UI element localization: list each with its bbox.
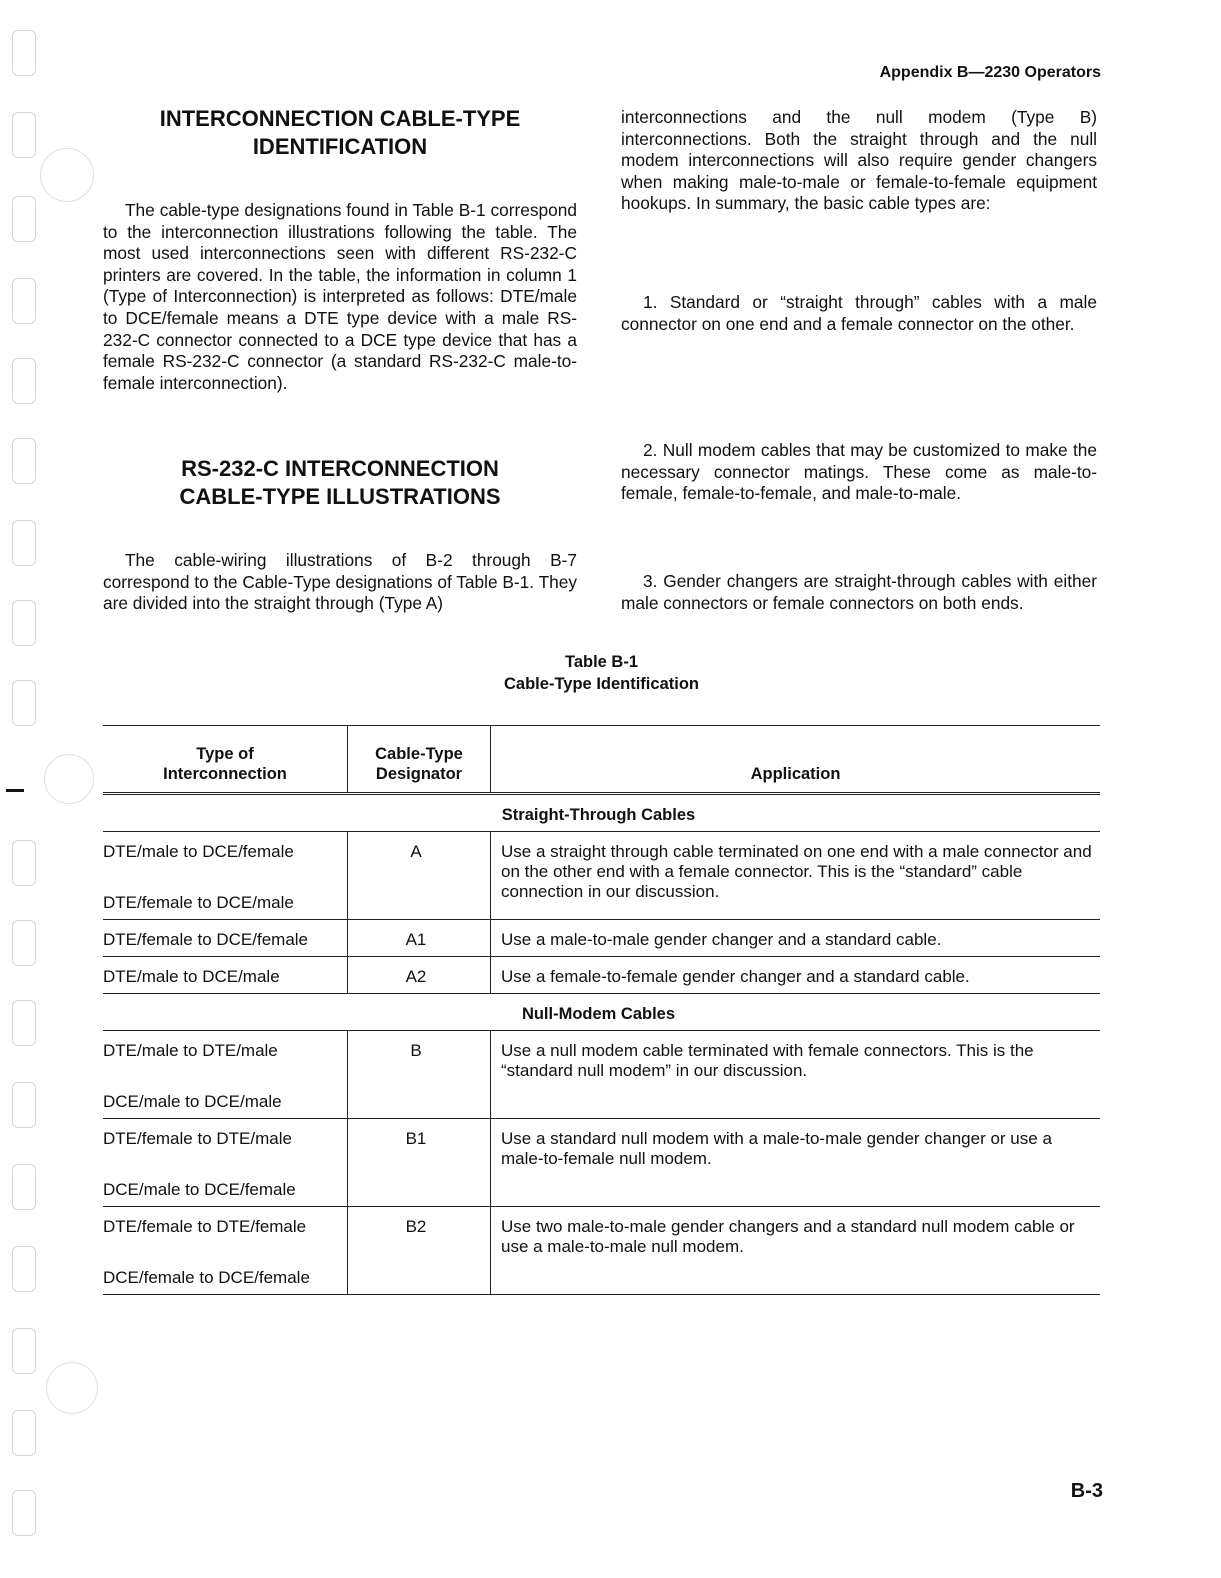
designator-cell: A1 xyxy=(348,920,491,957)
table-row xyxy=(103,832,1100,920)
binder-mark xyxy=(12,196,36,242)
section-label: Null-Modem Cables xyxy=(103,994,1100,1031)
list-item: 3. Gender changers are straight-through cables with either male connectors or female connectors on both ends. xyxy=(621,571,1097,613)
heading-line: INTERCONNECTION CABLE-TYPE xyxy=(159,106,521,131)
binder-mark xyxy=(12,278,36,324)
section-row xyxy=(103,794,1100,832)
interconnection-cell xyxy=(103,957,348,994)
binder-mark xyxy=(12,438,36,484)
paragraph-text: The cable-wiring illustrations of B-2 through B-7 correspond to the Cable-Type designations of Table B-1. They are divided into the straight through (Type A) xyxy=(103,550,577,614)
binder-mark xyxy=(12,920,36,966)
binder-mark xyxy=(12,520,36,566)
binder-mark xyxy=(12,1000,36,1046)
table-row xyxy=(103,957,1100,994)
interconnection-type: DTE/male to DTE/male xyxy=(103,1041,278,1060)
binder-mark xyxy=(12,1410,36,1456)
running-head: Appendix B—2230 Operators xyxy=(879,64,1101,81)
binder-hole xyxy=(40,148,94,202)
binder-mark xyxy=(12,600,36,646)
interconnection-type: DCE/male to DCE/female xyxy=(103,1180,296,1199)
interconnection-cell xyxy=(103,1119,348,1207)
interconnection-type: DTE/female to DTE/male xyxy=(103,1129,292,1148)
section-heading-identification xyxy=(103,105,577,161)
header-line: Designator xyxy=(375,765,463,783)
binder-hole xyxy=(44,754,94,804)
table-number: Table B-1 xyxy=(564,653,639,671)
interconnection-type: DTE/female to DTE/female xyxy=(103,1217,307,1236)
cable-type-table xyxy=(103,725,1100,1295)
binder-mark xyxy=(12,30,36,76)
application-cell: Use two male-to-male gender changers and a standard null modem cable or use a male-to-male null modem. xyxy=(491,1207,1101,1295)
binder-mark xyxy=(12,680,36,726)
page-number: B-3 xyxy=(1070,1480,1103,1502)
interconnection-type: DTE/male to DCE/male xyxy=(103,967,280,986)
table-title xyxy=(103,651,1100,695)
table-row xyxy=(103,1119,1100,1207)
application-cell: Use a female-to-female gender changer and a standard cable. xyxy=(491,957,1101,994)
binder-mark xyxy=(12,1082,36,1128)
interconnection-cell xyxy=(103,832,348,920)
heading-line: IDENTIFICATION xyxy=(252,134,428,159)
interconnection-cell xyxy=(103,1207,348,1295)
interconnection-type: DCE/female to DCE/female xyxy=(103,1268,310,1287)
edge-tick xyxy=(6,789,24,792)
table-row xyxy=(103,1207,1100,1295)
table-row xyxy=(103,920,1100,957)
section-label: Straight-Through Cables xyxy=(103,794,1100,832)
binder-mark xyxy=(12,1164,36,1210)
header-line: Type of xyxy=(196,745,254,763)
application-cell: Use a male-to-male gender changer and a standard cable. xyxy=(491,920,1101,957)
binder-mark xyxy=(12,1490,36,1536)
binder-mark xyxy=(12,112,36,158)
col-header-type xyxy=(103,726,348,794)
list-item: 1. Standard or “straight through” cables with a male connector on one end and a female connector on the other. xyxy=(621,292,1097,334)
designator-cell: B xyxy=(348,1031,491,1119)
table-row xyxy=(103,1031,1100,1119)
table-caption: Cable-Type Identification xyxy=(504,675,699,693)
binder-hole xyxy=(46,1362,98,1414)
binder-mark xyxy=(12,358,36,404)
interconnection-type: DTE/male to DCE/female xyxy=(103,842,294,861)
col-header-designator xyxy=(348,726,491,794)
section-row xyxy=(103,994,1100,1031)
interconnection-type: DTE/female to DCE/male xyxy=(103,893,294,912)
application-cell: Use a straight through cable terminated on one end with a male connector and on the other end with a female connector. This is the “standard” cable connection in our discussion. xyxy=(491,832,1101,920)
heading-line: RS-232-C INTERCONNECTION xyxy=(181,456,499,481)
continuation-paragraph xyxy=(621,107,1097,215)
illustrations-paragraph xyxy=(103,550,577,615)
header-line: Interconnection xyxy=(163,765,287,783)
paragraph-text: The cable-type designations found in Table B-1 correspond to the interconnection illustrations following the table. The most used interconnections seen with different RS-232-C printers are covered. In the table, the information in column 1 (Type of Interconnection) is interpreted as follows: DTE/male to DCE/female means a DTE type device with a male RS-232-C connector connected to a DCE type device that has a female RS-232-C connector (a standard RS-232-C male-to-female interconnection). xyxy=(103,200,577,393)
col-header-application: Application xyxy=(491,726,1101,794)
designator-cell: A2 xyxy=(348,957,491,994)
designator-cell: B2 xyxy=(348,1207,491,1295)
section-heading-illustrations xyxy=(103,455,577,511)
binder-mark xyxy=(12,840,36,886)
header-line: Cable-Type xyxy=(375,745,463,763)
application-cell: Use a standard null modem with a male-to-male gender changer or use a male-to-female null modem. xyxy=(491,1119,1101,1207)
paragraph-text: interconnections and the null modem (Type B) interconnections. Both the straight through and the null modem interconnections will also require gender changers when making male-to-male or female-to-female equipment hookups. In summary, the basic cable types are: xyxy=(621,107,1097,214)
interconnection-cell xyxy=(103,920,348,957)
heading-line: CABLE-TYPE ILLUSTRATIONS xyxy=(179,484,501,509)
designator-cell: A xyxy=(348,832,491,920)
table-header-row xyxy=(103,726,1100,794)
interconnection-type: DTE/female to DCE/female xyxy=(103,930,309,949)
binder-mark xyxy=(12,1328,36,1374)
application-cell: Use a null modem cable terminated with female connectors. This is the “standard null modem” in our discussion. xyxy=(491,1031,1101,1119)
designator-cell: B1 xyxy=(348,1119,491,1207)
intro-paragraph xyxy=(103,200,577,394)
interconnection-cell xyxy=(103,1031,348,1119)
binder-mark xyxy=(12,1246,36,1292)
list-item: 2. Null modem cables that may be customized to make the necessary connector matings. These come as male-to-female, female-to-female, and male-to-male. xyxy=(621,440,1097,504)
interconnection-type: DCE/male to DCE/male xyxy=(103,1092,282,1111)
